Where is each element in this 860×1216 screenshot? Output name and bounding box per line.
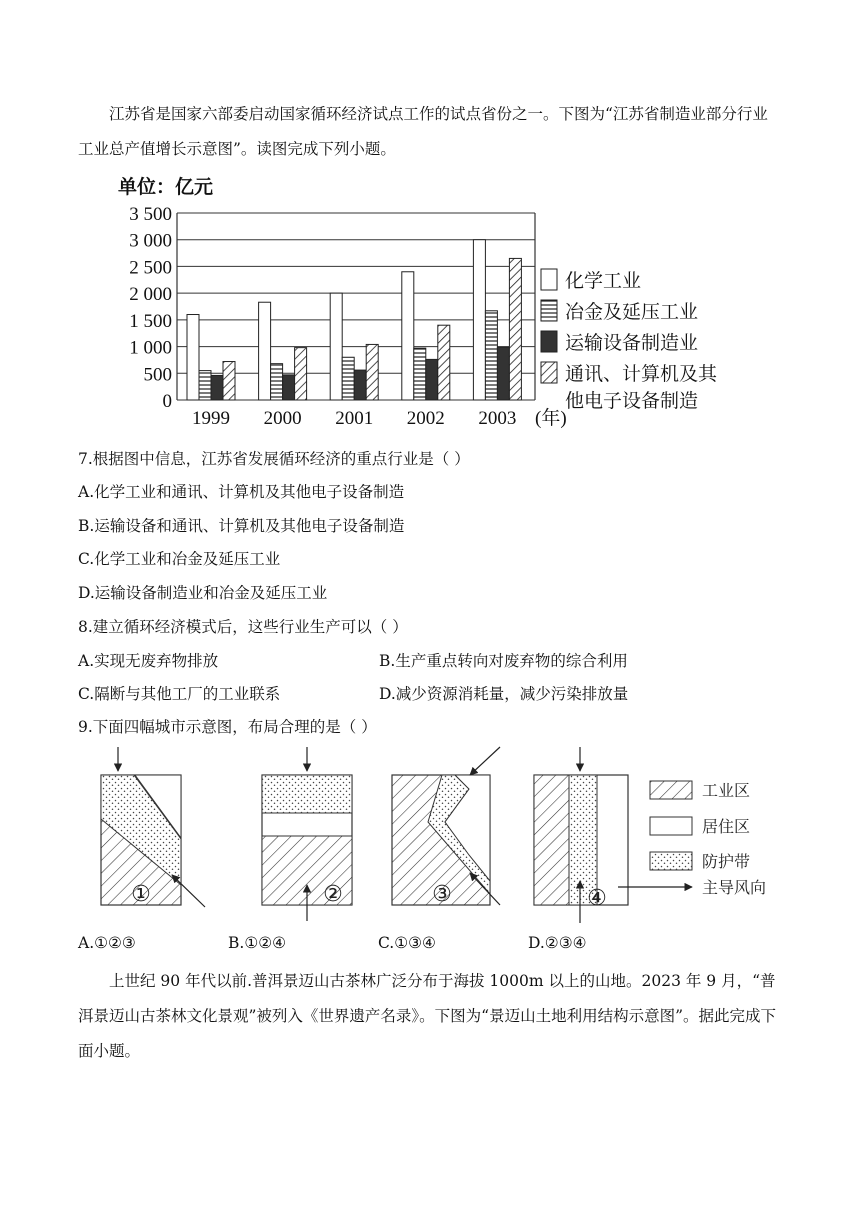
q7-option-b[interactable]: B.运输设备和通讯、计算机及其他电子设备制造 — [78, 517, 405, 535]
bar — [402, 272, 414, 400]
bar — [330, 293, 342, 400]
intro-paragraph-1: 江苏省是国家六部委启动国家循环经济试点工作的试点省份之一。下图为“江苏省制造业部分行业工业总产值增长示意图”。读图完成下列小题。 — [78, 105, 768, 158]
x-tick-label: 2001 — [335, 408, 374, 429]
q9-option-b[interactable]: B.①②④ — [228, 934, 287, 952]
legend-label: 化学工业 — [565, 270, 642, 292]
q8-option-b[interactable]: B.生产重点转向对废弃物的综合利用 — [379, 652, 628, 670]
y-tick-label: 1 500 — [129, 310, 172, 332]
q7-option-a[interactable]: A.化学工业和通讯、计算机及其他电子设备制造 — [78, 483, 405, 501]
bar — [283, 375, 295, 400]
y-tick-label: 2 000 — [129, 284, 172, 306]
q8-option-c[interactable]: C.隔断与其他工厂的工业联系 — [78, 685, 281, 703]
q7-option-c[interactable]: C.化学工业和冶金及延压工业 — [78, 550, 281, 568]
legend-swatch — [541, 331, 557, 352]
legend-label: 运输设备制造业 — [565, 332, 699, 354]
q9-stem: 9.下面四幅城市示意图，布局合理的是（ ） — [78, 718, 377, 736]
legend-buffer: 防护带 — [702, 852, 751, 871]
diagram-1 — [101, 747, 205, 907]
q9-option-a[interactable]: A.①②③ — [78, 934, 136, 952]
bar — [295, 348, 307, 400]
legend-wind: 主导风向 — [702, 878, 767, 897]
bar — [485, 311, 497, 400]
y-tick-label: 3 000 — [129, 230, 172, 252]
q9-option-d[interactable]: D.②③④ — [528, 934, 587, 952]
diagram-3-label: ③ — [432, 882, 452, 907]
bar — [354, 370, 366, 400]
q7-stem: 7.根据图中信息，江苏省发展循环经济的重点行业是（ ） — [78, 450, 470, 468]
city-layout-diagrams — [0, 745, 860, 925]
chart-unit-label: 单位：亿元 — [118, 176, 214, 198]
legend-label: 他电子设备制造 — [565, 390, 699, 412]
diagram-1-label: ① — [131, 882, 151, 907]
x-tick-label: 2003 — [478, 408, 517, 429]
x-tick-label: 2002 — [406, 408, 445, 429]
x-tick-label: 1999 — [192, 408, 230, 429]
q7-option-d[interactable]: D.运输设备制造业和冶金及延压工业 — [78, 584, 328, 602]
bar — [259, 302, 271, 400]
diagram-3 — [392, 747, 500, 907]
bar — [187, 315, 199, 400]
q9-option-c[interactable]: C.①③④ — [378, 934, 436, 952]
y-tick-label: 2 500 — [129, 257, 172, 279]
bar — [271, 364, 283, 400]
diagram-4-label: ④ — [587, 886, 607, 911]
bar — [366, 344, 378, 400]
x-tick-label: 2000 — [263, 408, 302, 429]
bar — [497, 347, 509, 400]
diagram-2-label: ② — [323, 882, 343, 907]
x-axis-unit-label: (年) — [535, 408, 567, 429]
bar — [438, 325, 450, 400]
q8-option-a[interactable]: A.实现无废弃物排放 — [78, 652, 219, 670]
y-tick-label: 3 500 — [129, 204, 172, 225]
legend-swatch — [541, 300, 557, 321]
diagram-4 — [534, 747, 628, 923]
y-tick-label: 1 000 — [129, 337, 172, 359]
legend-swatch — [541, 269, 557, 290]
bar — [199, 371, 211, 400]
bar — [509, 258, 521, 400]
diagram-2 — [262, 747, 352, 921]
industry-output-bar-chart — [0, 0, 860, 440]
q8-option-d[interactable]: D.减少资源消耗量，减少污染排放量 — [379, 685, 629, 703]
bar — [414, 348, 426, 400]
bar — [211, 375, 223, 400]
legend-industrial: 工业区 — [702, 781, 751, 800]
diagram-legend — [618, 781, 766, 897]
legend-swatch — [541, 362, 557, 383]
legend-label: 冶金及延压工业 — [565, 301, 699, 323]
legend-label: 通讯、计算机及其 — [565, 363, 718, 385]
bar — [473, 240, 485, 400]
intro-paragraph-2: 上世纪 90 年代以前.普洱景迈山古茶林广泛分布于海拔 1000m 以上的山地。2023 年 9 月，“普洱景迈山古茶林文化景观”被列入《世界遗产名录》。下图为“景迈山土地利用结构示意图”。据此完成下面小题。 — [78, 972, 777, 1060]
q8-stem: 8.建立循环经济模式后，这些行业生产可以（ ） — [78, 618, 408, 636]
bar — [223, 362, 235, 400]
legend-residential: 居住区 — [702, 817, 751, 836]
bar — [426, 359, 438, 400]
y-tick-label: 0 — [162, 391, 172, 412]
y-tick-label: 500 — [143, 364, 172, 386]
bar — [342, 357, 354, 400]
